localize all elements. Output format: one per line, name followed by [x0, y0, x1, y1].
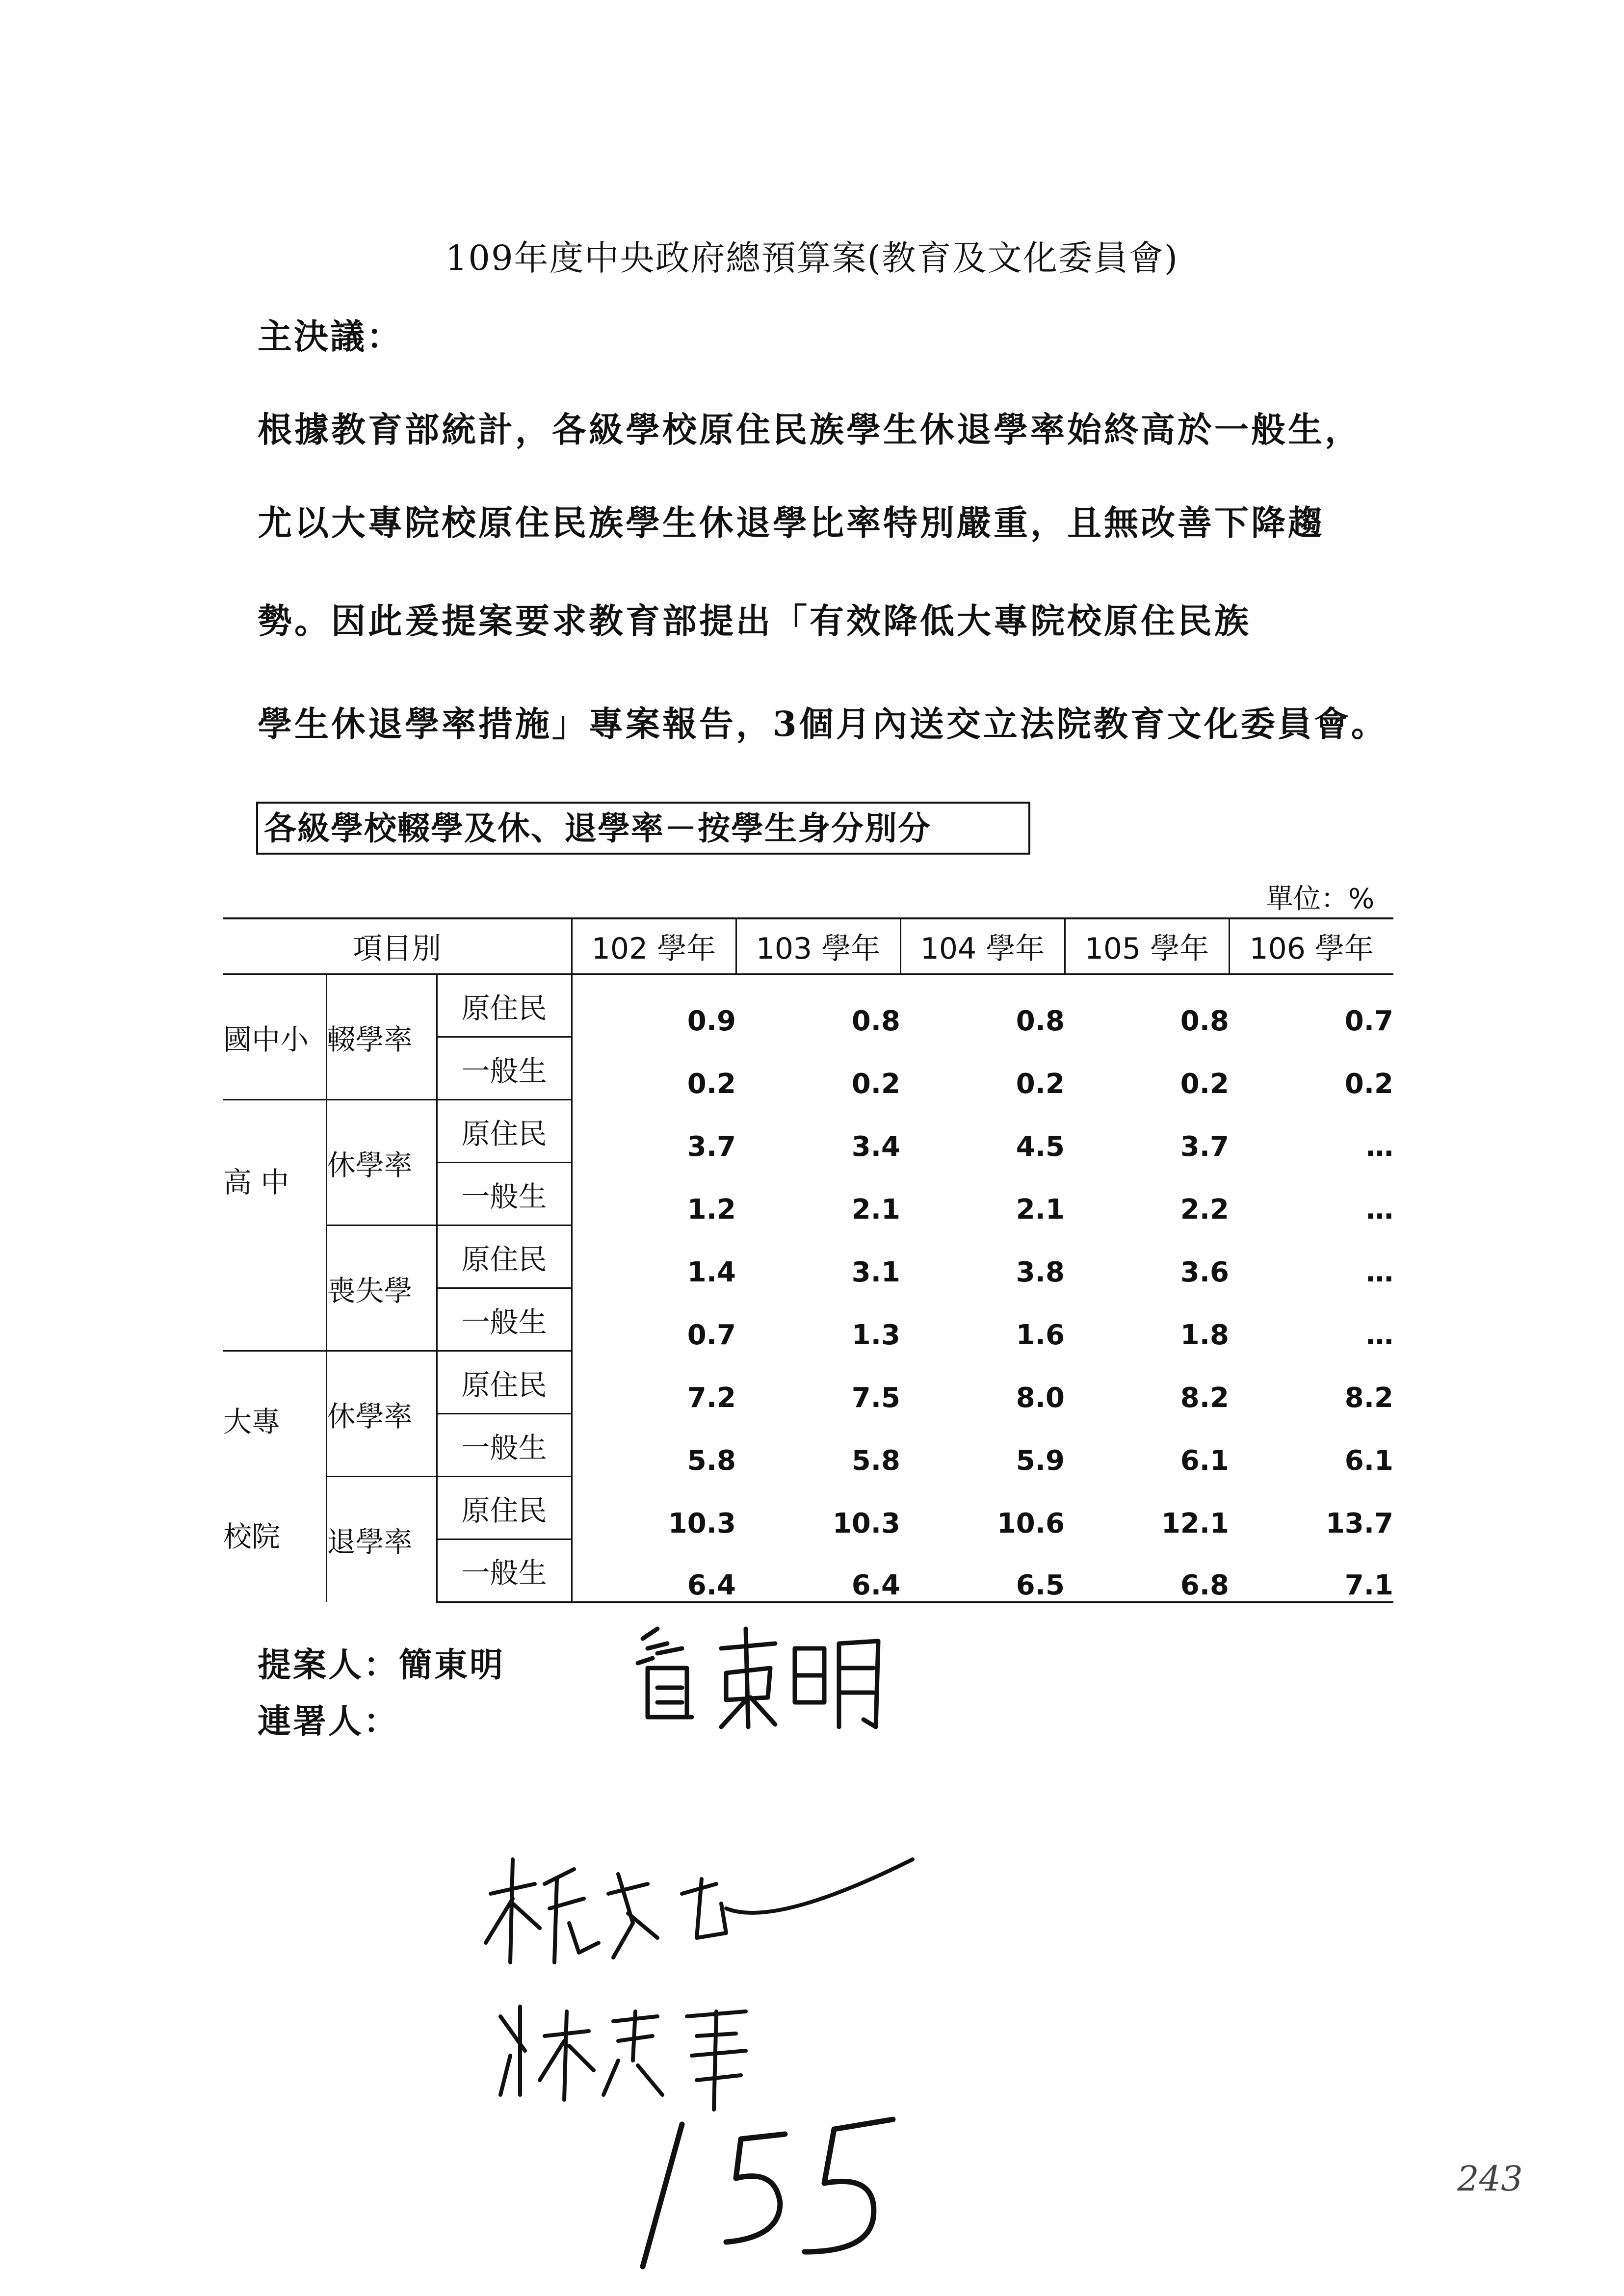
table-cell: 4.5 — [1016, 1130, 1065, 1163]
header-year: 103 學年 — [736, 918, 900, 974]
table-cell: 0.2 — [1344, 1068, 1393, 1100]
table-cell: 6.1 — [1180, 1444, 1229, 1477]
table-cell: 2.2 — [1180, 1193, 1229, 1226]
identity-label: 一般生 — [437, 1037, 572, 1100]
identity-label: 一般生 — [437, 1539, 572, 1602]
table-caption: 各級學校輟學及休、退學率－按學生身分別分 — [256, 802, 1030, 855]
header-year: 106 學年 — [1229, 918, 1393, 974]
table-cell: 0.7 — [1344, 1005, 1393, 1037]
identity-label: 一般生 — [437, 1414, 572, 1477]
table-cell: … — [1366, 1319, 1393, 1351]
table-cell: 12.1 — [1161, 1507, 1229, 1539]
category-label: 喪失學 — [326, 1226, 437, 1351]
table-cell: … — [1366, 1256, 1393, 1288]
table-cell: 7.2 — [687, 1382, 736, 1414]
table-cell: 2.1 — [851, 1193, 900, 1226]
category-label: 休學率 — [326, 1351, 437, 1477]
table-unit: 單位：% — [1266, 883, 1375, 915]
table-cell: 0.2 — [851, 1068, 900, 1100]
table-cell: 0.7 — [687, 1319, 736, 1351]
table-cell: 0.8 — [851, 1005, 900, 1037]
table-cell: 0.8 — [1016, 1005, 1065, 1037]
table-cell: 3.6 — [1180, 1256, 1229, 1288]
table-cell: 5.8 — [851, 1444, 900, 1477]
table-cell: 7.5 — [851, 1382, 900, 1414]
header-year: 104 學年 — [900, 918, 1065, 974]
table-cell: 0.2 — [687, 1068, 736, 1100]
identity-label: 一般生 — [437, 1163, 572, 1226]
table-cell: 3.8 — [1016, 1256, 1065, 1288]
header-item: 項目別 — [223, 918, 572, 974]
level-label: 高 中 — [223, 1100, 326, 1351]
table-cell: 2.1 — [1016, 1193, 1065, 1226]
table-cell: 6.5 — [900, 1539, 1065, 1602]
table-cell: 3.1 — [851, 1256, 900, 1288]
table-cell: 10.3 — [832, 1507, 900, 1539]
identity-label: 原住民 — [437, 974, 572, 1037]
proposer-signature — [628, 1619, 903, 1737]
table-cell: 1.3 — [851, 1319, 900, 1351]
level-label — [223, 1351, 326, 1602]
table-cell: 6.4 — [572, 1539, 736, 1602]
table-cell: … — [1366, 1193, 1393, 1226]
table-cell: 6.4 — [736, 1539, 900, 1602]
table-cell: 3.4 — [851, 1130, 900, 1163]
table-cell: 13.7 — [1325, 1507, 1393, 1539]
identity-label: 原住民 — [437, 1351, 572, 1414]
table-cell: 1.8 — [1180, 1319, 1229, 1351]
table-cell: 0.2 — [1016, 1068, 1065, 1100]
page-number: 243 — [1457, 2159, 1523, 2199]
table-cell: 3.7 — [1180, 1130, 1229, 1163]
table-cell: 5.9 — [1016, 1444, 1065, 1477]
identity-label: 原住民 — [437, 1477, 572, 1539]
table-cell: 5.8 — [687, 1444, 736, 1477]
paragraph-line-2: 尤以大專院校原住民族學生休退學比率特別嚴重，且無改善下降趨 — [258, 502, 1325, 543]
category-label: 退學率 — [326, 1477, 437, 1602]
category-label: 休學率 — [326, 1100, 437, 1226]
proposer-line: 提案人：簡東明 — [258, 1645, 505, 1685]
dropout-rate-table — [223, 917, 1393, 1603]
table-cell: … — [1366, 1130, 1393, 1163]
table-cell: 0.9 — [687, 1005, 736, 1037]
table-cell: 3.7 — [687, 1130, 736, 1163]
cosigner-signature-1 — [471, 1850, 937, 1997]
table-cell: 8.2 — [1180, 1382, 1229, 1414]
table-cell: 0.2 — [1180, 1068, 1229, 1100]
document-title: 109年度中央政府總預算案(教育及文化委員會) — [445, 238, 1179, 278]
table-cell: 1.6 — [1016, 1319, 1065, 1351]
header-year: 105 學年 — [1065, 918, 1229, 974]
paragraph-line-3: 勢。因此爰提案要求教育部提出「有效降低大專院校原住民族 — [258, 600, 1251, 641]
level-label-line-2: 校院 — [223, 1520, 281, 1554]
identity-label: 原住民 — [437, 1100, 572, 1163]
cosigner-signature-2 — [491, 1997, 785, 2119]
level-label-line-1: 大專 — [223, 1405, 281, 1439]
table-cell: 0.8 — [1180, 1005, 1229, 1037]
table-cell: 10.3 — [668, 1507, 736, 1539]
table-cell: 8.0 — [1016, 1382, 1065, 1414]
table-cell: 10.6 — [996, 1507, 1065, 1539]
identity-label: 原住民 — [437, 1226, 572, 1288]
table-cell: 1.4 — [687, 1256, 736, 1288]
table-cell: 1.2 — [687, 1193, 736, 1226]
table-cell: 8.2 — [1344, 1382, 1393, 1414]
cosigner-line: 連署人： — [258, 1702, 399, 1741]
paragraph-line-4: 學生休退學率措施」專案報告，3個月內送交立法院教育文化委員會。 — [258, 704, 1388, 744]
main-resolution-label: 主決議： — [258, 316, 403, 357]
table-cell: 7.1 — [1229, 1539, 1393, 1602]
table-cell: 6.8 — [1065, 1539, 1229, 1602]
table-cell: 6.1 — [1344, 1444, 1393, 1477]
header-year: 102 學年 — [572, 918, 736, 974]
level-label: 國中小 — [223, 974, 326, 1100]
category-label: 輟學率 — [326, 974, 437, 1100]
identity-label: 一般生 — [437, 1288, 572, 1351]
paragraph-line-1: 根據教育部統計，各級學校原住民族學生休退學率始終高於一般生， — [258, 409, 1362, 450]
handwritten-number — [628, 2105, 903, 2286]
